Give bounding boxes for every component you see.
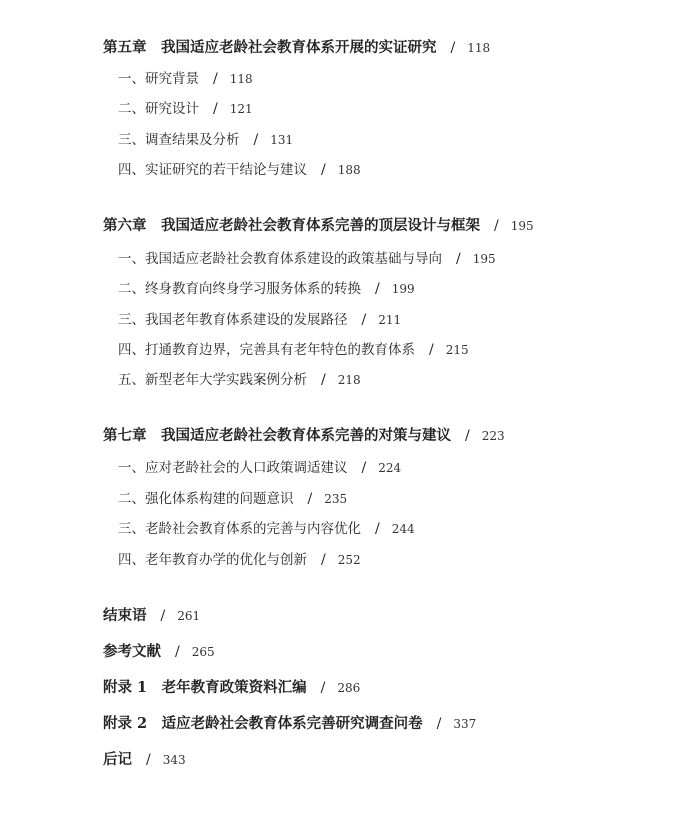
page-number: 235 xyxy=(324,492,348,506)
separator: / xyxy=(213,101,218,117)
separator: / xyxy=(436,716,442,732)
back-matter-title: 后记 xyxy=(103,751,132,768)
chapter-title: 第七章 我国适应老龄社会教育体系完善的对策与建议 xyxy=(103,427,451,444)
page-number: 337 xyxy=(453,717,477,731)
page-number: 131 xyxy=(270,133,294,147)
separator: / xyxy=(253,132,259,148)
page-number: 215 xyxy=(445,343,469,357)
page-number: 343 xyxy=(162,753,186,767)
page-number: 121 xyxy=(229,102,253,116)
back-matter-title: 附录 1 老年教育政策资料汇编 xyxy=(103,679,307,696)
section-title: 二、终身教育向终身学习服务体系的转换 xyxy=(118,281,361,297)
toc-section[interactable] xyxy=(118,160,361,180)
page-number: 223 xyxy=(481,429,505,443)
toc-section[interactable] xyxy=(118,130,293,150)
toc-section[interactable] xyxy=(118,550,361,570)
back-matter-title: 参考文献 xyxy=(103,643,161,660)
toc-section[interactable] xyxy=(118,489,347,509)
chapter-title: 第五章 我国适应老龄社会教育体系开展的实证研究 xyxy=(103,39,437,56)
separator: / xyxy=(320,680,326,696)
toc-references[interactable] xyxy=(103,642,215,662)
section-title: 三、老龄社会教育体系的完善与内容优化 xyxy=(118,521,361,537)
section-title: 二、强化体系构建的问题意识 xyxy=(118,491,294,507)
separator: / xyxy=(321,162,326,178)
page-number: 244 xyxy=(391,522,415,536)
section-title: 四、实证研究的若干结论与建议 xyxy=(118,162,307,178)
separator: / xyxy=(307,491,313,507)
page-number: 261 xyxy=(177,609,201,623)
separator: / xyxy=(465,428,470,444)
toc-appendix-1[interactable] xyxy=(103,678,360,698)
page-number: 195 xyxy=(472,252,496,266)
separator: / xyxy=(375,521,380,537)
toc-chapter-7[interactable] xyxy=(103,426,505,446)
page-number: 224 xyxy=(378,461,402,475)
section-title: 四、打通教育边界，完善具有老年特色的教育体系 xyxy=(118,342,415,358)
toc-afterword[interactable] xyxy=(103,750,186,770)
toc-conclusion[interactable] xyxy=(103,606,200,626)
toc-appendix-2[interactable] xyxy=(103,714,476,734)
separator: / xyxy=(175,644,180,660)
back-matter-title: 结束语 xyxy=(103,607,147,624)
toc-section[interactable] xyxy=(118,458,401,478)
toc-section[interactable] xyxy=(118,279,415,299)
separator: / xyxy=(213,71,218,87)
page-number: 118 xyxy=(229,72,253,86)
separator: / xyxy=(429,342,434,358)
section-title: 三、调查结果及分析 xyxy=(118,132,240,148)
toc-section[interactable] xyxy=(118,69,253,89)
chapter-title: 第六章 我国适应老龄社会教育体系完善的顶层设计与框架 xyxy=(103,217,480,234)
page-number: 286 xyxy=(337,681,361,695)
toc-section[interactable] xyxy=(118,249,496,269)
section-title: 四、老年教育办学的优化与创新 xyxy=(118,552,307,568)
page-number: 211 xyxy=(378,313,402,327)
separator: / xyxy=(456,251,461,267)
section-title: 一、我国适应老龄社会教育体系建设的政策基础与导向 xyxy=(118,251,442,267)
toc-chapter-5[interactable] xyxy=(103,38,490,58)
toc-chapter-6[interactable] xyxy=(103,216,534,236)
page-number: 199 xyxy=(391,282,415,296)
page-number: 265 xyxy=(191,645,215,659)
separator: / xyxy=(321,372,326,388)
page-number: 218 xyxy=(337,373,361,387)
page-number: 118 xyxy=(467,41,491,55)
toc-section[interactable] xyxy=(118,370,361,390)
toc-section[interactable] xyxy=(118,310,401,330)
separator: / xyxy=(494,218,499,234)
section-title: 一、应对老龄社会的人口政策调适建议 xyxy=(118,460,348,476)
page-number: 188 xyxy=(337,163,361,177)
separator: / xyxy=(361,312,367,328)
section-title: 一、研究背景 xyxy=(118,71,199,87)
back-matter-title: 附录 2 适应老龄社会教育体系完善研究调查问卷 xyxy=(103,715,423,732)
separator: / xyxy=(321,552,326,568)
separator: / xyxy=(146,752,151,768)
separator: / xyxy=(375,281,380,297)
page-number: 252 xyxy=(337,553,361,567)
section-title: 二、研究设计 xyxy=(118,101,199,117)
section-title: 三、我国老年教育体系建设的发展路径 xyxy=(118,312,348,328)
section-title: 五、新型老年大学实践案例分析 xyxy=(118,372,307,388)
separator: / xyxy=(361,460,367,476)
separator: / xyxy=(450,40,456,56)
page-number: 195 xyxy=(510,219,534,233)
toc-section[interactable] xyxy=(118,519,415,539)
separator: / xyxy=(160,608,166,624)
toc-section[interactable] xyxy=(118,340,469,360)
toc-section[interactable] xyxy=(118,99,253,119)
